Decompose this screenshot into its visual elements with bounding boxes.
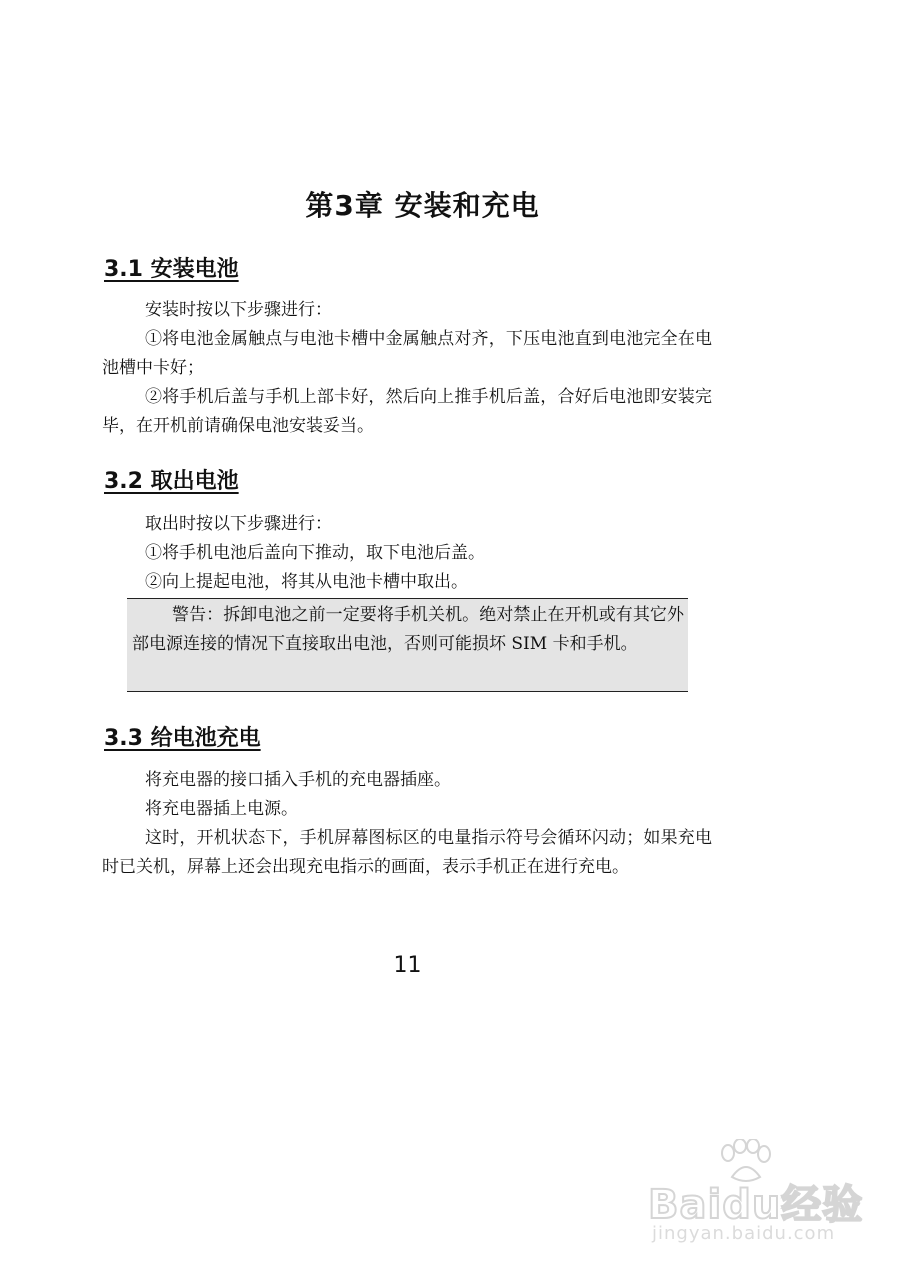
- section-heading-3-1: 3.1 安装电池: [104, 257, 239, 282]
- watermark-url: jingyan.baidu.com: [652, 1223, 836, 1244]
- warning-text: 警告：拆卸电池之前一定要将手机关机。绝对禁止在开机或有其它外部电源连接的情况下直接取出电池，否则可能损坏 SIM 卡和手机。: [132, 605, 684, 654]
- section-heading-3-3: 3.3 给电池充电: [104, 726, 261, 751]
- section-heading-3-2: 3.2 取出电池: [104, 469, 239, 494]
- section-3-2-intro: 取出时按以下步骤进行：: [145, 514, 332, 534]
- section-3-3-step-2: 将充电器插上电源。: [145, 799, 298, 819]
- page-number: 11: [393, 953, 422, 978]
- section-3-1-intro: 安装时按以下步骤进行：: [145, 300, 332, 320]
- section-3-3-step-3: 这时，开机状态下，手机屏幕图标区的电量指示符号会循环闪动；如果充电时已关机，屏幕上还会出现充电指示的画面，表示手机正在进行充电。: [102, 828, 712, 877]
- watermark-logo: Baidu经验: [648, 1182, 864, 1228]
- baidu-watermark: [640, 1135, 880, 1255]
- section-3-1-step-1: ①将电池金属触点与电池卡槽中金属触点对齐，下压电池直到电池完全在电池槽中卡好；: [102, 329, 712, 378]
- section-3-3-step-1: 将充电器的接口插入手机的充电器插座。: [145, 770, 451, 790]
- section-3-1-step-2: ②将手机后盖与手机上部卡好，然后向上推手机后盖，合好后电池即安装完毕，在开机前请确保电池安装妥当。: [102, 387, 712, 436]
- section-3-2-step-1: ①将手机电池后盖向下推动，取下电池后盖。: [145, 543, 485, 563]
- chapter-title: 第3章 安装和充电: [305, 189, 540, 222]
- section-3-2-step-2: ②向上提起电池，将其从电池卡槽中取出。: [145, 572, 468, 592]
- warning-box: [127, 598, 688, 692]
